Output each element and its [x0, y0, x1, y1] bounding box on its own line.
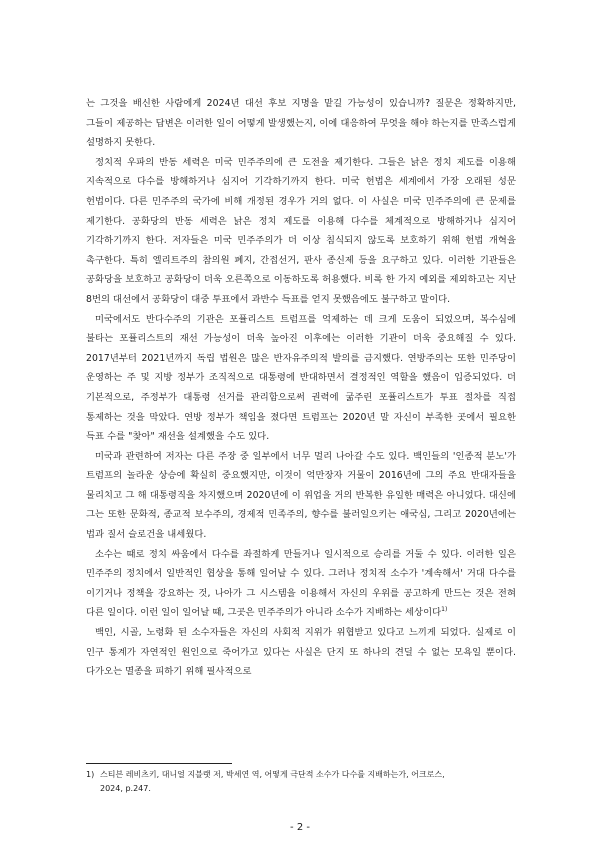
paragraph-3: 미국에서도 반다수주의 기관은 포퓰리스트 트럼프를 억제하는 데 크게 도움이 되었으며, 복수심에 불타는 포퓰리스트의 재선 가능성이 더욱 높아진 이후에는 이러한 기관이 더욱 중요해질 수 있다. 2017년부터 2021년까지 독립 법원은 많은 반자유주의적 발의를 금지했다. 연방주의는 또한 민주당이 운영하는 주 및 지방 정부가 조직적으로 대통령에 반대하면서 결정적인 역할을 했음이 입증되었다. 더 기본적으로, 주정부가 대통령 선거를 관리함으로써 권력에 굶주린 포퓰리스트가 투표 절차를 직접 통제하는 것을 막았다. 연방 정부가 책임을 졌다면 트럼프는 2020년 말 자신이 부족한 곳에서 필요한 득표 수를 "찾아" 재선을 설계했을 수도 있다.	[86, 313, 516, 443]
body-text	[86, 94, 516, 682]
paragraph-6: 백인, 시골, 노령화 된 소수자들은 자신의 사회적 지위가 위협받고 있다고 느끼게 되었다. 실제로 이 인구 통계가 자연적인 원인으로 죽어가고 있다는 사실은 단지 또 하나의 견딜 수 없는 모욕일 뿐이다. 다가오는 멸종을 피하기 위해 필사적으로	[86, 627, 516, 678]
footnote-line-2: 2024, p.247.	[100, 783, 151, 793]
footnote-number: 1)	[86, 770, 95, 779]
paragraph-1: 는 그것을 배신한 사람에게 2024년 대선 후보 지명을 맡길 가능성이 있습니까? 질문은 정확하지만, 그들이 제공하는 답변은 이러한 일이 어떻게 발생했는지, 이에 대응하여 무엇을 해야 하는지를 만족스럽게 설명하지 못한다.	[86, 98, 516, 149]
footnote	[86, 768, 518, 795]
paragraph-5	[86, 545, 516, 623]
paragraph-2: 정치적 우파의 반동 세력은 미국 민주주의에 큰 도전을 제기한다. 그들은 낡은 정치 제도를 이용해 지속적으로 다수를 방해하거나 심지어 기각하기까지 한다. 미국 헌법은 세계에서 가장 오래된 성문 헌법이다. 다른 민주주의 국가에 비해 개정된 경우가 거의 없다. 이 사실은 미국 민주주의에 큰 문제를 제기한다. 공화당의 반동 세력은 낡은 정치 제도를 이용해 다수를 체계적으로 방해하거나 심지어 기각하기까지 한다. 저자들은 미국 민주주의가 더 이상 침식되지 않도록 보호하기 위해 헌법 개혁을 촉구한다. 특히 엘리트주의 참의원 폐지, 간접선거, 판사 종신제 등을 요구하고 있다. 이러한 기관들은 공화당을 보호하고 공화당이 더욱 오른쪽으로 이동하도록 허용했다. 비록 한 가지 예외를 제외하고는 지난 8번의 대선에서 공화당이 대중 투표에서 과반수 득표를 얻지 못했음에도 불구하고 말이다.	[86, 156, 516, 305]
paragraph-5-text: 소수는 때로 정치 싸움에서 다수를 좌절하게 만들거나 일시적으로 승리를 거둘 수 있다. 이러한 일은 민주주의 정치에서 일반적인 협상을 통해 일어날 수 있다. 그러나 정치적 소수가 '계속해서' 거대 다수를 이기거나 정책을 강요하는 것, 나아가 그 시스템을 이용해서 자신의 우위를 공고하게 만드는 것은 전혀 다른 일이다. 이런 일이 일어날 때, 그곳은 민주주의가 아니라 소수가 지배하는 세상이다	[86, 548, 516, 619]
paragraph-4: 미국과 관련하여 저자는 다른 주장 중 일부에서 너무 멀리 나아갈 수도 있다. 백인들의 '인종적 분노'가 트럼프의 놀라운 상승에 확실히 중요했지만, 이것이 억만장자 거물이 2016년에 그의 주요 반대자들을 물리치고 그 해 대통령직을 차지했으며 2020년에 이 위업을 거의 반복한 유일한 매력은 아니었다. 대신에 그는 또한 문화적, 종교적 보수주의, 경제적 민족주의, 향수를 불러일으키는 애국심, 그리고 2020년에는 법과 질서 슬로건을 내세웠다.	[86, 450, 516, 541]
footnote-ref[interactable]: 1)	[441, 606, 448, 614]
footnote-line-1: 스티븐 레비츠키, 대니얼 지블랫 저, 박세연 역, 어떻게 극단적 소수가 다수를 지배하는가, 어크로스,	[100, 770, 445, 779]
footnote-divider	[86, 763, 232, 764]
page-number: - 2 -	[290, 822, 310, 833]
